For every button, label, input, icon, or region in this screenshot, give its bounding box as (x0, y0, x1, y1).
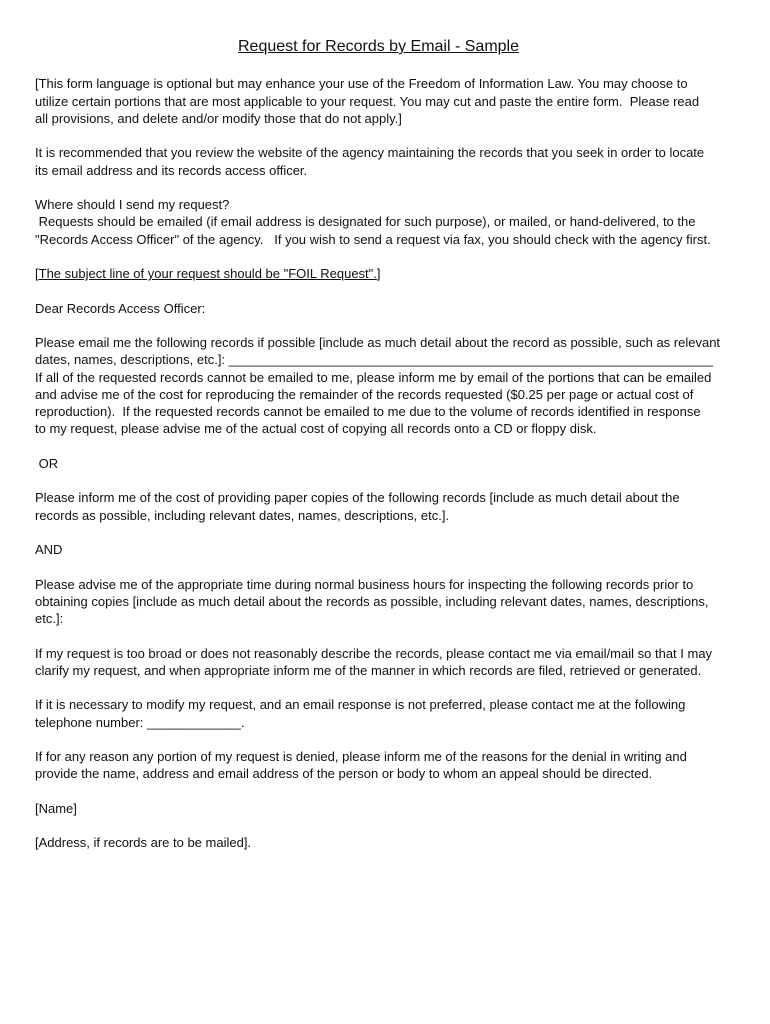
email-request-line: reproduction). If the requested records cannot be emailed to me due to the volume of records identified in response (35, 404, 701, 420)
or-separator (35, 455, 735, 472)
telephone-blank-line: telephone number: _____________. (35, 714, 245, 730)
intro-note-line: [This form language is optional but may enhance your use of the Freedom of Information Law. You may choose to (35, 76, 688, 92)
where-answer-line: "Records Access Officer" of the agency. If you wish to send a request via fax, you should check with the agency first. (35, 231, 711, 247)
salutation (35, 300, 735, 317)
where-to-send (35, 196, 735, 248)
name-block (35, 800, 735, 817)
close-bracket: ] (376, 266, 381, 282)
too-broad-line: clarify my request, and when appropriate inform me of the manner in which records are filed, retrieved or generated. (35, 662, 702, 678)
inspection-line: Please advise me of the appropriate time during normal business hours for inspecting the following records prior to (35, 576, 694, 592)
or-label: OR (35, 455, 59, 471)
subject-line-note (35, 265, 735, 282)
recommendation (35, 144, 735, 179)
email-request-line: to my request, please advise me of the actual cost of copying all records onto a CD or floppy disk. (35, 421, 597, 437)
inspection-line: etc.]: (35, 611, 64, 627)
email-request-line: Please email me the following records if possible [include as much detail about the record as possible, such as relevant (35, 335, 721, 351)
name-placeholder: [Name] (35, 800, 77, 816)
recommendation-line: It is recommended that you review the website of the agency maintaining the records that you seek in order to locate (35, 145, 705, 161)
paper-copies-line: Please inform me of the cost of providing paper copies of the following records [include as much detail about the (35, 490, 680, 506)
email-request-line: and advise me of the cost for reproducing the remainder of the records requested ($0.25 per page or actual cost of (35, 386, 694, 402)
email-request (35, 334, 735, 438)
document-title: Request for Records by Email - Sample (238, 38, 519, 55)
document-body (35, 75, 735, 869)
and-label: AND (35, 542, 63, 558)
subject-line-note-line (35, 265, 735, 282)
modify-line: If it is necessary to modify my request, and an email response is not preferred, please contact me at the following (35, 697, 686, 713)
modify-clause (35, 696, 735, 731)
inspection-line: obtaining copies [include as much detail about the records as possible, including relevant dates, names, descriptions, (35, 593, 709, 609)
where-answer-line: Requests should be emailed (if email address is designated for such purpose), or mailed, or hand-delivered, to the (35, 214, 696, 230)
paper-copies-request (35, 489, 735, 524)
too-broad-clause (35, 645, 735, 680)
intro-note-line: all provisions, and delete and/or modify those that do not apply.] (35, 110, 402, 126)
denial-line: If for any reason any portion of my request is denied, please inform me of the reasons for the denial in writing and (35, 749, 687, 765)
denial-line: provide the name, address and email address of the person or body to whom an appeal should be directed. (35, 766, 653, 782)
denial-clause (35, 748, 735, 783)
salutation-line: Dear Records Access Officer: (35, 300, 206, 316)
intro-note-line: utilize certain portions that are most applicable to your request. You may cut and paste the entire form. Please read (35, 93, 700, 109)
email-request-line: If all of the requested records cannot be emailed to me, please inform me by email of the portions that can be emailed (35, 369, 712, 385)
open-bracket: [ (35, 266, 39, 282)
inspection-request (35, 576, 735, 628)
subject-line-instruction: The subject line of your request should be "FOIL Request". (38, 266, 377, 282)
email-request-blank-line: dates, names, descriptions, etc.]: ___________________________________________________________________ (35, 352, 714, 368)
and-separator (35, 541, 735, 558)
too-broad-line: If my request is too broad or does not reasonably describe the records, please contact me via email/mail so that I may (35, 645, 713, 661)
intro-note (35, 75, 735, 127)
paper-copies-line: records as possible, including relevant dates, names, descriptions, etc.]. (35, 507, 450, 523)
address-placeholder: [Address, if records are to be mailed]. (35, 835, 252, 851)
recommendation-line: its email address and its records access officer. (35, 162, 308, 178)
address-block (35, 834, 735, 851)
where-question: Where should I send my request? (35, 197, 230, 213)
